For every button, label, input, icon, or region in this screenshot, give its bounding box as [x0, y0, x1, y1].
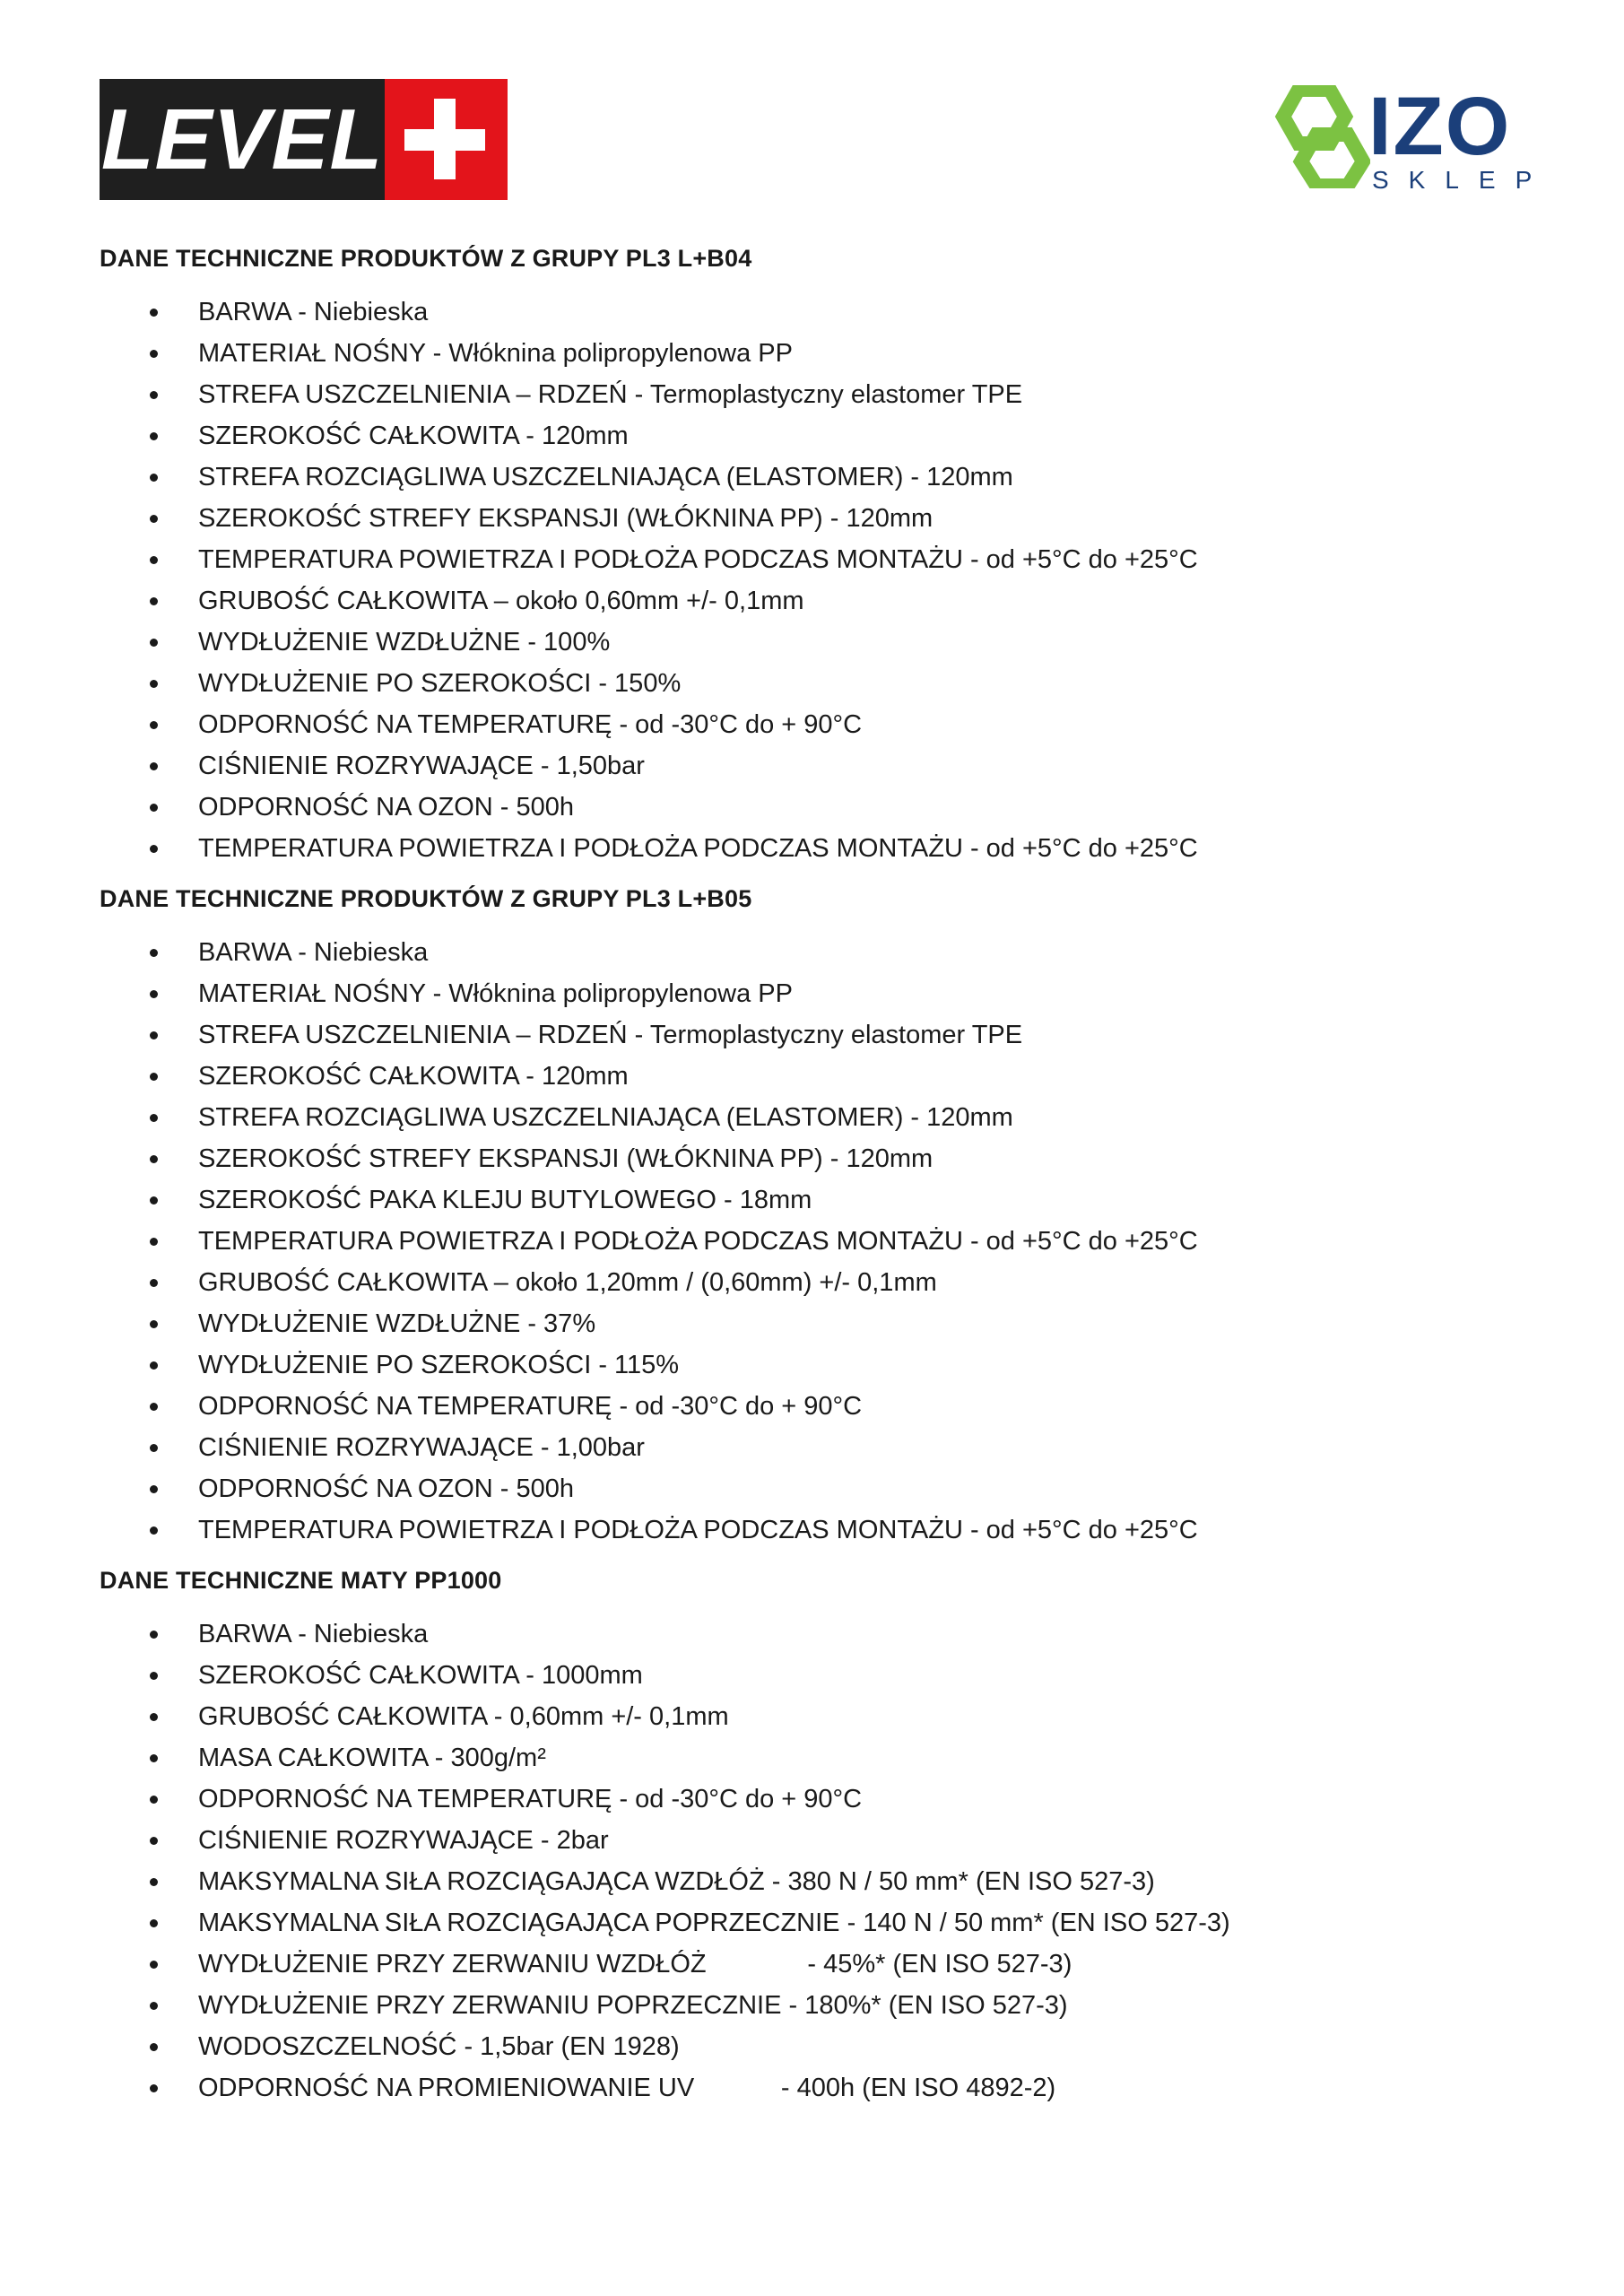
spec-item: TEMPERATURA POWIETRZA I PODŁOŻA PODCZAS MONTAŻU - od +5°C do +25°C — [100, 828, 1534, 869]
spec-item: BARWA - Niebieska — [100, 1613, 1534, 1655]
izo-sklep-logo — [1272, 81, 1552, 197]
plus-icon — [385, 79, 508, 200]
spec-item: MASA CAŁKOWITA - 300g/m² — [100, 1737, 1534, 1779]
spec-item: WYDŁUŻENIE PO SZEROKOŚCI - 115% — [100, 1344, 1534, 1386]
spec-item: BARWA - Niebieska — [100, 932, 1534, 973]
spec-item: GRUBOŚĆ CAŁKOWITA - 0,60mm +/- 0,1mm — [100, 1696, 1534, 1737]
spec-item: TEMPERATURA POWIETRZA I PODŁOŻA PODCZAS MONTAŻU - od +5°C do +25°C — [100, 1221, 1534, 1262]
spec-list — [100, 932, 1534, 1551]
izo-logo-subtext: SKLEP — [1372, 166, 1552, 194]
izo-logo-text: IZO — [1368, 81, 1512, 172]
level-logo-text: LEVEL — [100, 79, 385, 200]
spec-item: CIŚNIENIE ROZRYWAJĄCE - 1,00bar — [100, 1427, 1534, 1468]
spec-item: MATERIAŁ NOŚNY - Włóknina polipropylenowa PP — [100, 333, 1534, 374]
spec-item: WYDŁUŻENIE WZDŁUŻNE - 37% — [100, 1303, 1534, 1344]
spec-item: GRUBOŚĆ CAŁKOWITA – około 1,20mm / (0,60mm) +/- 0,1mm — [100, 1262, 1534, 1303]
spec-item: WYDŁUŻENIE PRZY ZERWANIU WZDŁÓŻ - 45%* (EN ISO 527-3) — [100, 1944, 1534, 1985]
spec-item: MAKSYMALNA SIŁA ROZCIĄGAJĄCA POPRZECZNIE - 140 N / 50 mm* (EN ISO 527-3) — [100, 1902, 1534, 1944]
spec-item: ODPORNOŚĆ NA OZON - 500h — [100, 787, 1534, 828]
document-body — [100, 238, 1534, 2118]
spec-item: ODPORNOŚĆ NA TEMPERATURĘ - od -30°C do + 90°C — [100, 1386, 1534, 1427]
spec-item: STREFA ROZCIĄGLIWA USZCZELNIAJĄCA (ELASTOMER) - 120mm — [100, 1097, 1534, 1138]
spec-item: SZEROKOŚĆ CAŁKOWITA - 120mm — [100, 1056, 1534, 1097]
spec-item: GRUBOŚĆ CAŁKOWITA – około 0,60mm +/- 0,1mm — [100, 580, 1534, 622]
section-title: DANE TECHNICZNE PRODUKTÓW Z GRUPY PL3 L+B05 — [100, 885, 752, 912]
spec-item: CIŚNIENIE ROZRYWAJĄCE - 1,50bar — [100, 745, 1534, 787]
section-pp1000 — [100, 1560, 1534, 2109]
spec-item: ODPORNOŚĆ NA OZON - 500h — [100, 1468, 1534, 1509]
izo-hexagon-icon — [1272, 85, 1370, 188]
section-pl3-lb04 — [100, 238, 1534, 869]
spec-item: SZEROKOŚĆ STREFY EKSPANSJI (WŁÓKNINA PP) - 120mm — [100, 498, 1534, 539]
spec-item: WYDŁUŻENIE WZDŁUŻNE - 100% — [100, 622, 1534, 663]
spec-item: ODPORNOŚĆ NA TEMPERATURĘ - od -30°C do + 90°C — [100, 1779, 1534, 1820]
spec-item: ODPORNOŚĆ NA TEMPERATURĘ - od -30°C do + 90°C — [100, 704, 1534, 745]
spec-item: STREFA USZCZELNIENIA – RDZEŃ - Termoplastyczny elastomer TPE — [100, 1014, 1534, 1056]
spec-item: ODPORNOŚĆ NA PROMIENIOWANIE UV - 400h (EN ISO 4892-2) — [100, 2067, 1534, 2109]
spec-item: BARWA - Niebieska — [100, 291, 1534, 333]
spec-item: WYDŁUŻENIE PRZY ZERWANIU POPRZECZNIE - 180%* (EN ISO 527-3) — [100, 1985, 1534, 2026]
section-pl3-lb05 — [100, 878, 1534, 1551]
spec-item: CIŚNIENIE ROZRYWAJĄCE - 2bar — [100, 1820, 1534, 1861]
section-title: DANE TECHNICZNE MATY PP1000 — [100, 1567, 502, 1594]
page-header — [0, 0, 1624, 215]
spec-item: STREFA USZCZELNIENIA – RDZEŃ - Termoplastyczny elastomer TPE — [100, 374, 1534, 415]
spec-item: MAKSYMALNA SIŁA ROZCIĄGAJĄCA WZDŁÓŻ - 380 N / 50 mm* (EN ISO 527-3) — [100, 1861, 1534, 1902]
spec-list — [100, 291, 1534, 869]
spec-item: WODOSZCZELNOŚĆ - 1,5bar (EN 1928) — [100, 2026, 1534, 2067]
spec-item: SZEROKOŚĆ PAKA KLEJU BUTYLOWEGO - 18mm — [100, 1179, 1534, 1221]
section-title: DANE TECHNICZNE PRODUKTÓW Z GRUPY PL3 L+B04 — [100, 245, 752, 272]
spec-item: MATERIAŁ NOŚNY - Włóknina polipropylenowa PP — [100, 973, 1534, 1014]
spec-item: SZEROKOŚĆ CAŁKOWITA - 120mm — [100, 415, 1534, 457]
spec-item: TEMPERATURA POWIETRZA I PODŁOŻA PODCZAS MONTAŻU - od +5°C do +25°C — [100, 539, 1534, 580]
level-plus-logo — [100, 79, 508, 200]
spec-list — [100, 1613, 1534, 2109]
spec-item: WYDŁUŻENIE PO SZEROKOŚCI - 150% — [100, 663, 1534, 704]
spec-item: SZEROKOŚĆ CAŁKOWITA - 1000mm — [100, 1655, 1534, 1696]
spec-item: TEMPERATURA POWIETRZA I PODŁOŻA PODCZAS MONTAŻU - od +5°C do +25°C — [100, 1509, 1534, 1551]
spec-item: STREFA ROZCIĄGLIWA USZCZELNIAJĄCA (ELASTOMER) - 120mm — [100, 457, 1534, 498]
spec-item: SZEROKOŚĆ STREFY EKSPANSJI (WŁÓKNINA PP) - 120mm — [100, 1138, 1534, 1179]
